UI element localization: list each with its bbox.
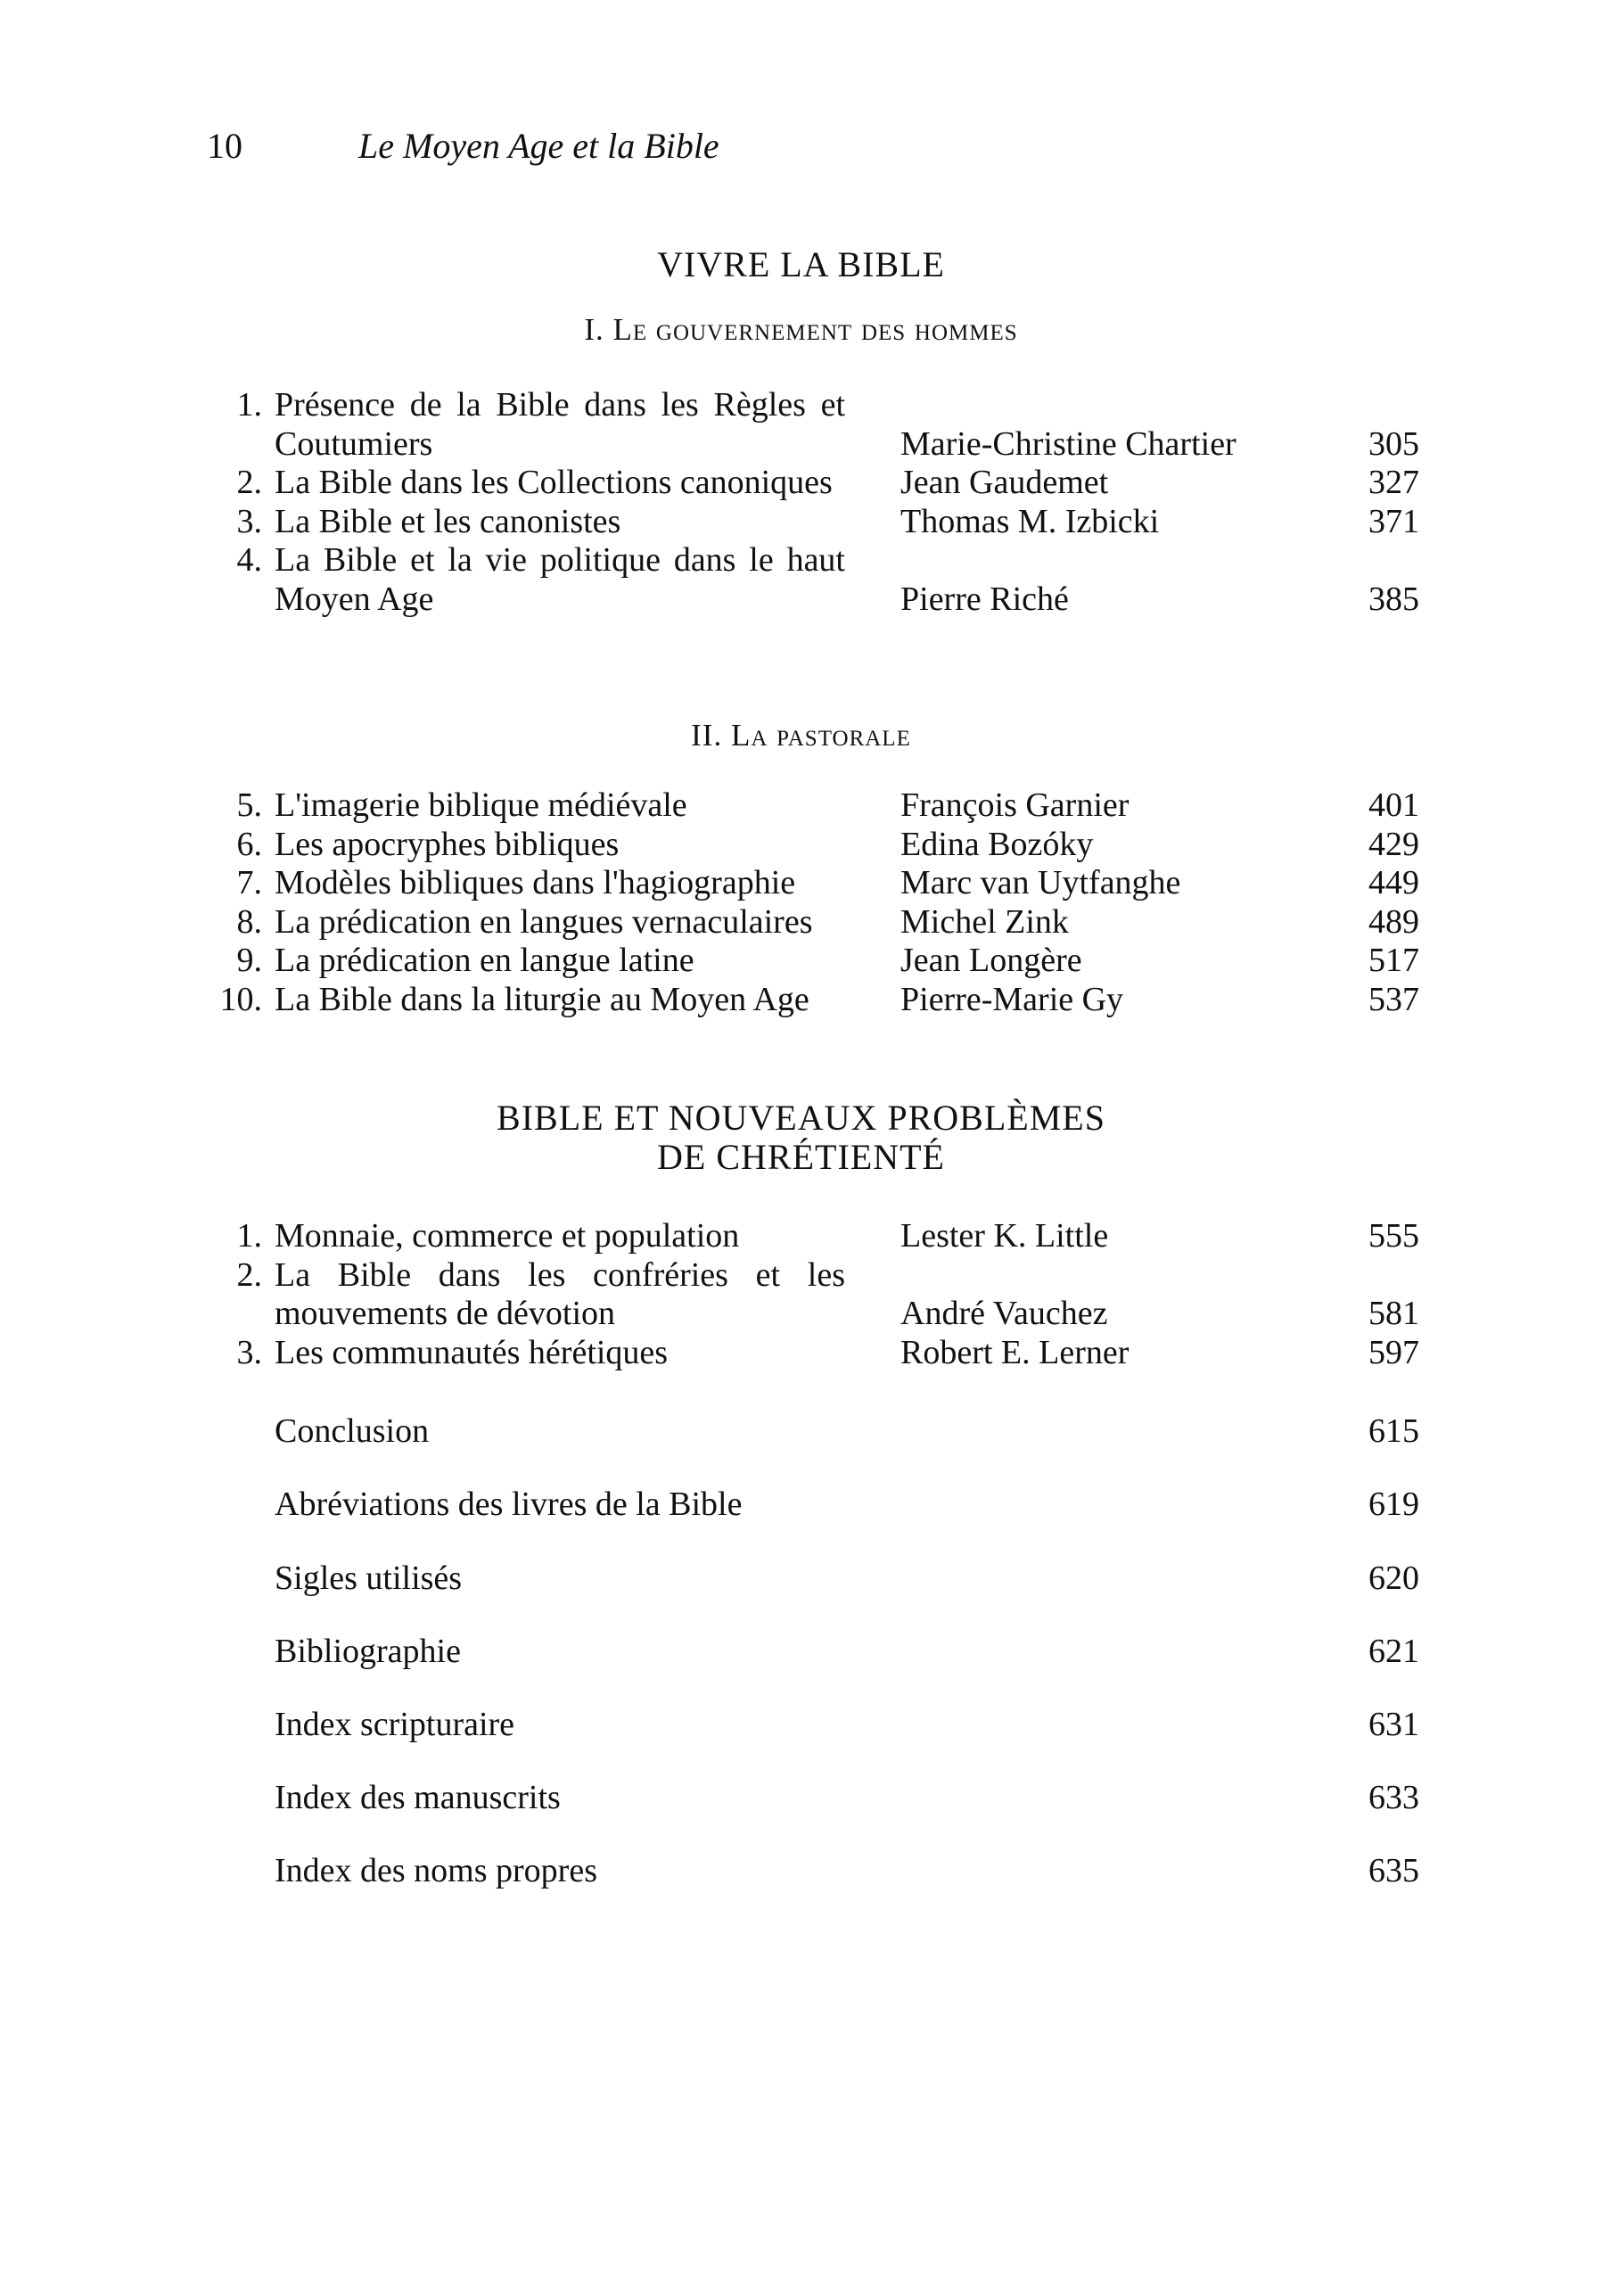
toc-entry-title: L'imagerie biblique médiévale: [275, 786, 687, 824]
toc-entry-page: 327: [1368, 464, 1419, 501]
toc-entry-author: François Garnier: [900, 786, 1130, 824]
toc-entry-page: 385: [1368, 580, 1419, 618]
toc-entry-number: 1.: [236, 386, 262, 424]
section-title-pastorale: II. La pastorale: [691, 718, 911, 753]
back-matter-title: Sigles utilisés: [275, 1559, 463, 1597]
part-title-nouveaux-problemes: [0, 1099, 1602, 1177]
toc-section-nouveaux-problemes: [207, 1217, 1419, 1372]
toc-entry-author: Pierre-Marie Gy: [900, 980, 1124, 1018]
toc-entry-author: Michel Zink: [900, 902, 1069, 941]
running-title: Le Moyen Age et la Bible: [358, 126, 719, 166]
toc-entry[interactable]: [207, 981, 1419, 1020]
back-matter-page: 615: [1368, 1412, 1419, 1450]
toc-entry-number: 4.: [236, 541, 262, 579]
toc-entry-page: 429: [1368, 825, 1419, 863]
toc-entry[interactable]: [207, 1334, 1419, 1373]
toc-entry-page: 305: [1368, 424, 1419, 463]
toc-entry-author: Edina Bozóky: [900, 825, 1094, 863]
back-matter-page: 620: [1368, 1559, 1419, 1597]
toc-entry-page: 489: [1368, 902, 1419, 941]
part-title-vivre-la-bible: [0, 245, 1602, 284]
toc-entry-title: La Bible et les canonistes: [275, 502, 621, 540]
back-matter-title: Index scripturaire: [275, 1706, 515, 1743]
toc-entry[interactable]: [207, 864, 1419, 903]
back-matter-page: 631: [1368, 1706, 1419, 1743]
back-matter-title: Abréviations des livres de la Bible: [275, 1485, 743, 1523]
part-title-line: BIBLE ET NOUVEAUX PROBLÈMES: [497, 1098, 1105, 1138]
toc-entry-number: 7.: [236, 864, 262, 901]
toc-entry-author: Pierre Riché: [900, 580, 1069, 618]
back-matter-title: Bibliographie: [275, 1633, 461, 1670]
toc-entry-author: Jean Gaudemet: [900, 464, 1109, 501]
toc-entry-page: 581: [1368, 1295, 1419, 1332]
back-matter-title: Index des manuscrits: [275, 1779, 561, 1816]
toc-entry-page: 371: [1368, 502, 1419, 540]
toc-entry-author: Robert E. Lerner: [900, 1333, 1130, 1371]
toc-entry-number: 10.: [219, 980, 262, 1018]
toc-entry-title: La prédication en langue latine: [275, 942, 694, 979]
toc-entry-author: Lester K. Little: [900, 1217, 1109, 1255]
toc-entry-title: La Bible dans les Collections canoniques: [275, 464, 833, 501]
toc-entry-title: Les communautés hérétiques: [275, 1333, 669, 1371]
toc-entry-number: 2.: [236, 464, 262, 501]
toc-entry-number: 1.: [236, 1217, 262, 1255]
toc-entry[interactable]: [207, 503, 1419, 542]
toc-entry[interactable]: [207, 464, 1419, 503]
toc-entry-title: La Bible dans les confréries et les mouvements de dévotion: [275, 1255, 845, 1332]
page-number: 10: [207, 126, 242, 166]
toc-entry-title: Présence de la Bible dans les Règles et Coutumiers: [275, 386, 845, 463]
toc-entry-number: 2.: [236, 1255, 262, 1294]
toc-entry-page: 537: [1368, 980, 1419, 1018]
toc-entry-title: Monnaie, commerce et population: [275, 1217, 740, 1255]
back-matter-page: 635: [1368, 1852, 1419, 1889]
toc-entry-page: 555: [1368, 1217, 1419, 1255]
part-title-line: DE CHRÉTIENTÉ: [657, 1137, 945, 1177]
page-header: [207, 125, 1424, 178]
toc-entry-title: La Bible et la vie politique dans le haut Moyen Age: [275, 541, 845, 618]
toc-entry[interactable]: [207, 1217, 1419, 1256]
toc-entry[interactable]: [207, 826, 1419, 865]
back-matter-page: 619: [1368, 1485, 1419, 1523]
toc-entry-author: Jean Longère: [900, 942, 1082, 979]
toc-entry-author: Thomas M. Izbicki: [900, 502, 1160, 540]
back-matter-title: Index des noms propres: [275, 1852, 597, 1889]
toc-entry-number: 3.: [236, 1333, 262, 1371]
toc-entry[interactable]: [207, 1256, 1419, 1334]
toc-entry-author: Marc van Uytfanghe: [900, 864, 1181, 901]
toc-entry-title: Modèles bibliques dans l'hagiographie: [275, 864, 796, 901]
toc-entry-number: 6.: [236, 825, 262, 863]
toc-entry-number: 5.: [236, 786, 262, 824]
toc-entry-number: 9.: [236, 942, 262, 979]
toc-entry-title: Les apocryphes bibliques: [275, 825, 620, 863]
toc-entry-number: 8.: [236, 902, 262, 941]
toc-entry[interactable]: [207, 786, 1419, 826]
toc-entry-page: 449: [1368, 864, 1419, 901]
toc-entry-title: La prédication en langues vernaculaires: [275, 902, 813, 941]
toc-entry-page: 597: [1368, 1333, 1419, 1371]
toc-entry-number: 3.: [236, 502, 262, 540]
toc-entry-title: La Bible dans la liturgie au Moyen Age: [275, 980, 809, 1018]
section-title-gouvernement: I. Le gouvernement des hommes: [584, 312, 1018, 347]
toc-section-gouvernement: [207, 386, 1419, 619]
toc-entry[interactable]: [207, 942, 1419, 981]
toc-entry-author: André Vauchez: [900, 1295, 1108, 1332]
back-matter-page: 633: [1368, 1779, 1419, 1816]
toc-entry-page: 517: [1368, 942, 1419, 979]
back-matter-title: Conclusion: [275, 1412, 430, 1450]
toc-entry[interactable]: [207, 386, 1419, 464]
toc-entry-author: Marie-Christine Chartier: [900, 424, 1236, 463]
part-title-line: VIVRE LA BIBLE: [657, 244, 945, 284]
toc-entry[interactable]: [207, 903, 1419, 942]
toc-entry-page: 401: [1368, 786, 1419, 824]
back-matter-page: 621: [1368, 1633, 1419, 1670]
toc-entry[interactable]: [207, 541, 1419, 619]
toc-section-pastorale: [207, 786, 1419, 1019]
